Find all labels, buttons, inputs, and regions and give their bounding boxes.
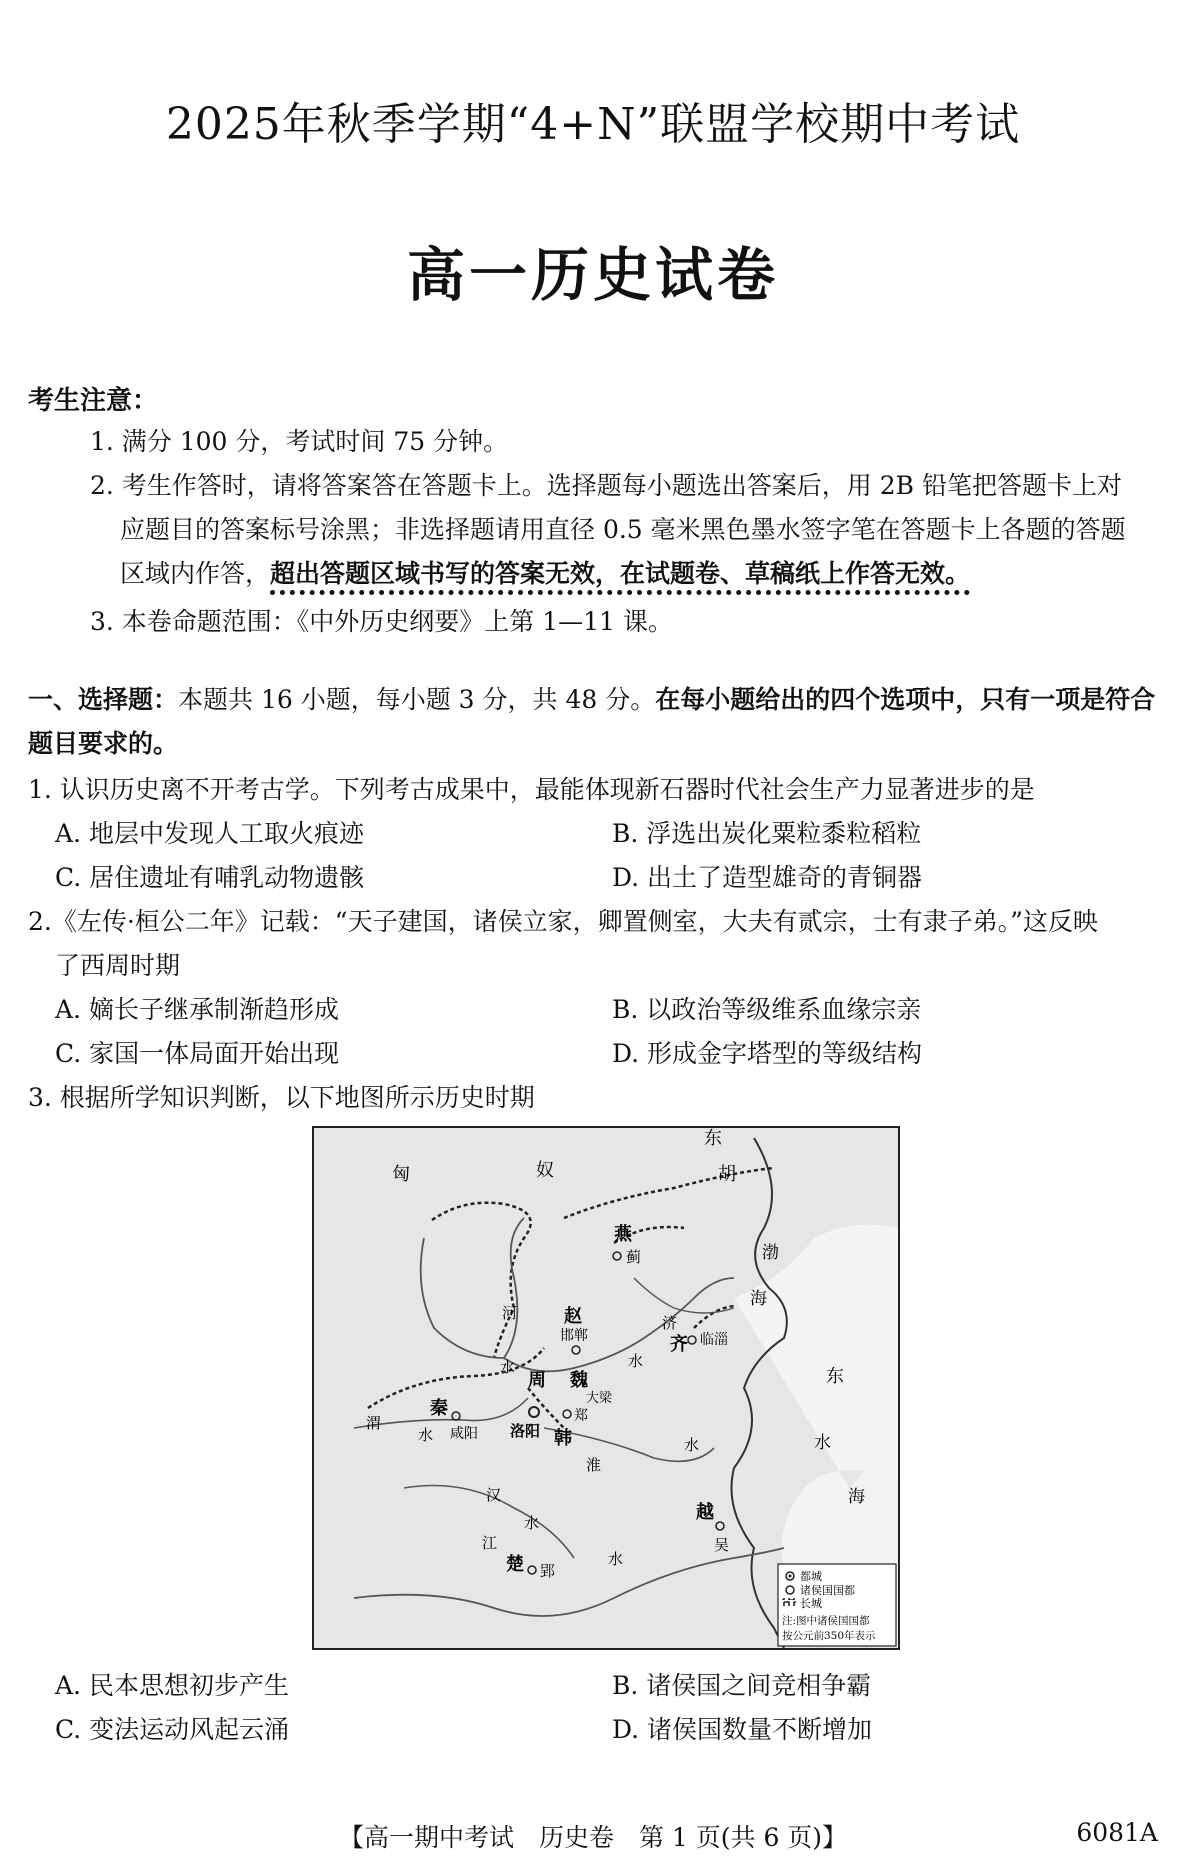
section-count: 本题共 16 小题，每小题 3 分，共 48 分。 (178, 685, 656, 714)
label-wei-river-2: 水 (418, 1426, 434, 1444)
question-3-stem: 3. 根据所学知识判断，以下地图所示历史时期 (28, 1083, 535, 1112)
label-dong-shui: 水 (814, 1433, 831, 1453)
label-xiongnu-1: 匈 (392, 1164, 410, 1185)
label-dong: 东 (826, 1366, 844, 1387)
label-ying: 郢 (540, 1562, 556, 1580)
legend-capital: 都城 (800, 1570, 822, 1583)
label-han-river-1: 汉 (486, 1486, 502, 1504)
question-2-stem-line-1: 2.《左传·桓公二年》记载：“天子建国，诸侯立家，卿置侧室，大夫有贰宗，士有隶子弟。”这反映 (28, 907, 1098, 936)
map-legend (778, 1564, 896, 1646)
warring-states-map (312, 1126, 900, 1650)
label-shui-ji: 水 (628, 1352, 644, 1370)
label-jiang: 江 (482, 1534, 498, 1552)
label-hai-dong: 海 (848, 1487, 865, 1507)
label-handan: 邯郸 (560, 1328, 588, 1344)
paper-title: 高一历史试卷 (406, 241, 779, 309)
section-instruction: 在每小题给出的四个选项中，只有一项是符合题目要求的。 (28, 685, 1156, 758)
question-3-option-b[interactable]: B. 诸侯国之间竞相争霸 (612, 1671, 872, 1700)
question-1-option-a[interactable]: A. 地层中发现人工取火痕迹 (55, 819, 364, 848)
notice-item-1: 1. 满分 100 分，考试时间 75 分钟。 (90, 427, 509, 456)
label-donghu-1: 东 (704, 1128, 722, 1149)
label-yan: 燕 (614, 1224, 632, 1245)
label-donghu-2: 胡 (718, 1164, 736, 1185)
question-3-option-a[interactable]: A. 民本思想初步产生 (55, 1671, 289, 1700)
label-zhao: 赵 (564, 1306, 582, 1327)
notice-item-2-line-3 (120, 552, 970, 596)
page-footer: 【高一期中考试 历史卷 第 1 页(共 6 页)】 (338, 1823, 848, 1852)
question-1-stem: 1. 认识历史离不开考古学。下列考古成果中，最能体现新石器时代社会生产力显著进步的是 (28, 775, 1035, 804)
label-qi: 齐 (670, 1334, 688, 1355)
label-huai: 淮 (586, 1456, 602, 1474)
legend-state-capital: 诸侯国国都 (800, 1584, 855, 1597)
label-han: 韩 (554, 1428, 572, 1449)
paper-code: 6081A (1076, 1818, 1158, 1847)
label-shui-jiang: 水 (608, 1550, 624, 1568)
question-3-option-c[interactable]: C. 变法运动风起云涌 (55, 1715, 290, 1744)
notice-item-2-line-1: 2. 考生作答时，请将答案答在答题卡上。选择题每小题选出答案后，用 2B 铅笔把答题卡上对 (90, 471, 1122, 500)
notice-heading: 考生注意： (28, 386, 159, 416)
exam-title: 2025年秋季学期“4+N”联盟学校期中考试 (165, 99, 1021, 150)
question-2-option-d[interactable]: D. 形成金字塔型的等级结构 (612, 1039, 923, 1068)
legend-great-wall: 长城 (800, 1597, 822, 1610)
label-linzi: 临淄 (700, 1332, 728, 1348)
legend-capital-dot-icon (789, 1575, 792, 1578)
label-xiongnu-2: 奴 (536, 1160, 554, 1181)
notice-item-2-line-2: 应题目的答案标号涂黑；非选择题请用直径 0.5 毫米黑色墨水签字笔在答题卡上各题的答题 (120, 515, 1126, 544)
label-han-river-2: 水 (524, 1514, 540, 1532)
label-ji: 蓟 (626, 1248, 642, 1266)
label-luoyang: 洛阳 (510, 1422, 541, 1440)
label-qin: 秦 (430, 1398, 448, 1419)
question-1-option-c[interactable]: C. 居住遗址有哺乳动物遗骸 (55, 863, 365, 892)
label-yue: 越 (696, 1502, 714, 1523)
label-shui-huai: 水 (684, 1436, 700, 1454)
question-2-option-c[interactable]: C. 家国一体局面开始出现 (55, 1039, 340, 1068)
notice-emphasis-text: 超出答题区域书写的答案无效，在试题卷、草稿纸上作答无效。 (270, 559, 970, 595)
section-1-heading (28, 678, 1158, 766)
notice-plain-text: 区域内作答， (120, 559, 271, 588)
legend-note-line-2: 按公元前350年表示 (782, 1630, 876, 1642)
question-1-option-b[interactable]: B. 浮选出炭化粟粒黍粒稻粒 (612, 819, 922, 848)
label-bo: 渤 (762, 1243, 779, 1263)
map-svg (314, 1128, 898, 1648)
label-wu: 吴 (714, 1536, 730, 1554)
notice-item-3: 3. 本卷命题范围：《中外历史纲要》上第 1—11 课。 (90, 607, 673, 636)
legend-great-wall-icon (782, 1598, 796, 1606)
label-wei-river-1: 渭 (366, 1414, 382, 1432)
label-zhou: 周 (528, 1370, 546, 1391)
label-wei: 魏 (570, 1370, 588, 1391)
question-2-option-a[interactable]: A. 嫡长子继承制渐趋形成 (55, 995, 339, 1024)
label-shui-he: 水 (500, 1358, 516, 1376)
label-daliang: 大梁 (586, 1391, 613, 1406)
legend-note-line-1: 注:图中诸侯国国都 (782, 1615, 870, 1627)
question-2-option-b[interactable]: B. 以政治等级维系血缘宗亲 (612, 995, 922, 1024)
label-zheng: 郑 (574, 1408, 588, 1424)
question-2-stem-line-2: 了西周时期 (55, 951, 181, 980)
question-3-option-d[interactable]: D. 诸侯国数量不断增加 (612, 1715, 873, 1744)
label-xianyang: 咸阳 (450, 1426, 478, 1442)
question-1-option-d[interactable]: D. 出土了造型雄奇的青铜器 (612, 863, 923, 892)
section-prefix: 一、选择题： (28, 685, 179, 714)
label-hai-bo: 海 (750, 1289, 767, 1309)
label-chu: 楚 (506, 1554, 524, 1575)
label-he: 河 (502, 1304, 518, 1322)
label-ji-river: 济 (662, 1314, 678, 1332)
